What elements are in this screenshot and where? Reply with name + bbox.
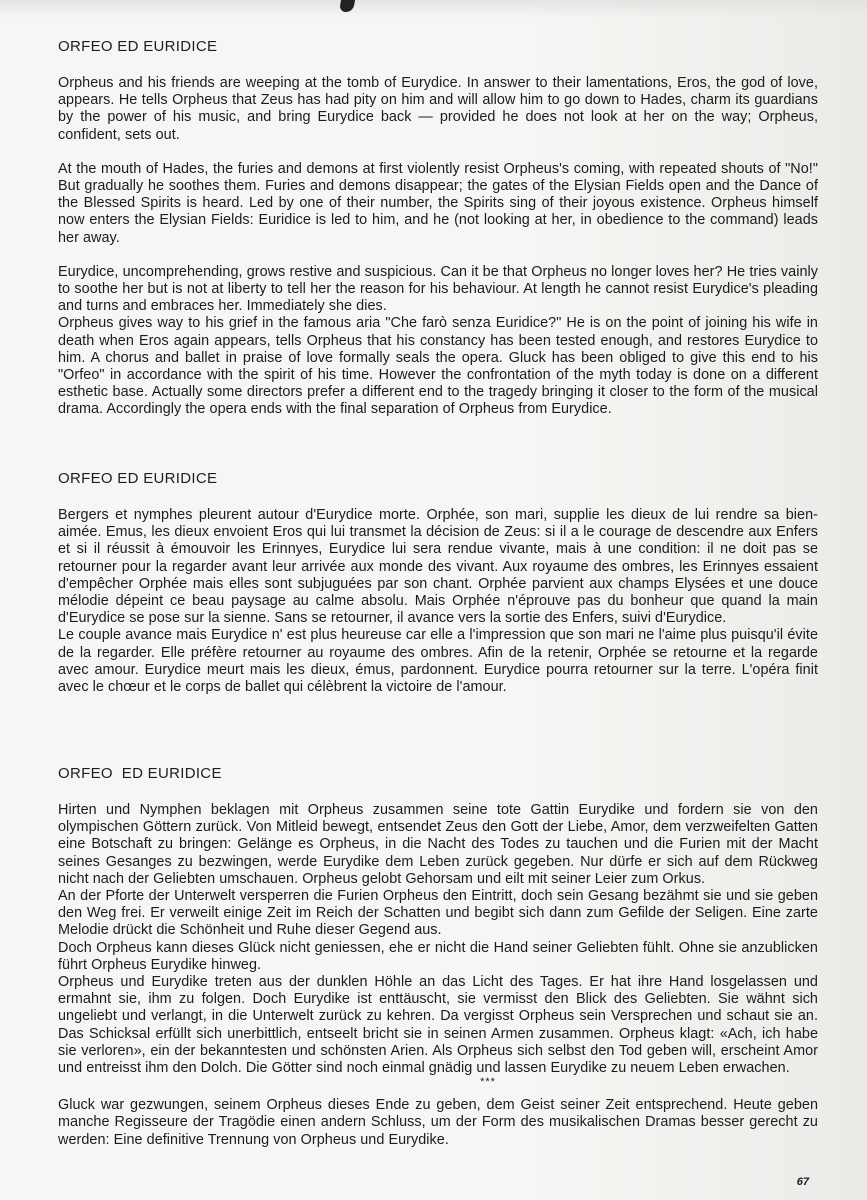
- paragraph: Bergers et nymphes pleurent autour d'Eurydice morte. Orphée, son mari, supplie les dieux de lui rendre sa bien-aimée. Emus, les dieux envoient Eros qui lui transmet la décision de Zeus: si il a le courage de descendre aux Enfers et si il réussit à émouvoir les Erinnyes, Eurydice lui sera rendue vivante, mais à une condition: il ne doit pas se retourner pour la regarder avant leur arrivée aux monde des vivant. Aux royaume des ombres, les Erinnyes essaient d'empêcher Orphée mais elles sont subjuguées par son chant. Orphée parvient aux champs Elysées et une douce mélodie dépeint ce beau paysage au calme absolu. Mais Orphée n'éprouve pas du bonheur que quand la main d'Eurydice se pose sur la sienne. Sans se retourner, il avance vers la sortie des Enfers, suivi d'Eurydice.: [58, 507, 818, 627]
- section-separator: ***: [480, 1076, 496, 1089]
- paragraph: Orpheus gives way to his grief in the famous aria "Che farò senza Euridice?" He is on the point of joining his wife in death when Eros again appears, tells Orpheus that his constancy has been tested enough, and restores Eurydice to him. A chorus and ballet in praise of love formally seals the opera. Gluck has been obliged to give this end to his "Orfeo" in accordance with the spirit of his time. However the confrontation of the myth today is done on a different esthetic base. Actually some directors prefer a different end to the tragedy bringing it closer to the form of the musical drama. Accordingly the opera ends with the final separation of Orpheus from Eurydice.: [58, 315, 818, 418]
- paragraph: Le couple avance mais Eurydice n' est plus heureuse car elle a l'impression que son mari ne l'aime plus puisqu'il évite de la regarder. Elle préfère retourner au royaume des ombres. Afin de la retenir, Orphée se retourne et la regarde avec amour. Eurydice meurt mais les dieux, émus, pardonnent. Eurydice pourra retourner sur la terre. L'opéra finit avec le chœur et le corps de ballet qui célèbrent la victoire de l'amour.: [58, 627, 818, 696]
- paragraph: At the mouth of Hades, the furies and demons at first violently resist Orpheus's coming, with repeated shouts of "No!" But gradually he soothes them. Furies and demons disappear; the gates of the Elysian Fields open and the Dance of the Blessed Spirits is heard. Led by one of their number, the Spirits sing of their joyous existence. Orpheus himself now enters the Elysian Fields: Euridice is led to him, and he (not looking at her, in obedience to the command) leads her away.: [58, 160, 818, 246]
- section-title: ORFEO ED EURIDICE: [58, 470, 218, 487]
- paragraph: Orpheus und Eurydike treten aus der dunklen Höhle an das Licht des Tages. Er hat ihre Hand losgelassen und ermahnt sie, ihm zu folgen. Doch Eurydike ist enttäuscht, sie vermisst den Blick des Geliebten. Sie wähnt sich ungeliebt und verlangt, in die Unterwelt zurück zu kehren. Da vergisst Orpheus sein Versprechen und schaut sie an. Das Schicksal erfüllt sich unerbittlich, entseelt bricht sie in seinen Armen zusammen. Orpheus klagt: «Ach, ich habe sie verloren», ein der bekanntesten und schönsten Arien. Als Orpheus sich selbst den Tod geben will, erscheint Amor und entreisst ihm den Dolch. Die Götter sind noch einmal gnädig und lassen Eurydike zu neuem Leben erwachen.: [58, 974, 818, 1077]
- paragraph: Eurydice, uncomprehending, grows restive and suspicious. Can it be that Orpheus no longer loves her? He tries vainly to soothe her but is not at liberty to tell her the reason for his behaviour. At length he cannot resist Eurydice's pleading and turns and embraces her. Immediately she dies.: [58, 263, 818, 315]
- paragraph: Doch Orpheus kann dieses Glück nicht geniessen, ehe er nicht die Hand seiner Geliebten fühlt. Ohne sie anzublicken führt Orpheus Eurydike hinweg.: [58, 939, 818, 973]
- paragraph: Hirten und Nymphen beklagen mit Orpheus zusammen seine tote Gattin Eurydike und fordern sie von den olympischen Göttern zurück. Von Mitleid bewegt, entsendet Zeus den Gott der Liebe, Amor, dem verzweifelten Gatten eine Botschaft zu bringen: Gelänge es Orpheus, in die Nacht des Todes zu tauchen und die Furien mit der Macht seines Gesanges zu bezwingen, werde Eurydike dem Leben zurück gegeben. Nur dürfe er sich auf dem Rückweg nicht nach der Geliebten umschauen. Orpheus gelobt Gehorsam und eilt mit seiner Leier zum Orkus.: [58, 802, 818, 887]
- paragraph: Orpheus and his friends are weeping at the tomb of Eurydice. In answer to their lamentations, Eros, the god of love, appears. He tells Orpheus that Zeus has had pity on him and will allow him to go down to Hades, charm its guardians by the power of his music, and bring Eurydice back — provided he does not look at her on the way; Orpheus, confident, sets out.: [58, 75, 818, 143]
- section-title: ORFEO ED EURIDICE: [58, 765, 222, 782]
- section-german: [58, 765, 818, 1149]
- section-french: [58, 470, 818, 696]
- paragraph: An der Pforte der Unterwelt versperren die Furien Orpheus den Eintritt, doch sein Gesang bezähmt sie und sie geben den Weg frei. Er verweilt einige Zeit im Reich der Schatten und begibt sich dann zum Gefilde der Seligen. Eine zarte Melodie drückt die Schönheit und Ruhe dieser Gegend aus.: [58, 888, 818, 939]
- section-english: [58, 38, 818, 419]
- section-title: ORFEO ED EURIDICE: [58, 38, 218, 55]
- binding-mark: [339, 0, 355, 12]
- paragraph-closing: Gluck war gezwungen, seinem Orpheus dieses Ende zu geben, dem Geist seiner Zeit entsprechend. Heute geben manche Regisseure der Tragödie einen andern Schluss, um der Form des musikalischen Dramas besser gerecht zu werden: Eine definitive Trennung von Orpheus und Eurydike.: [58, 1097, 818, 1148]
- page-number: 67: [796, 1176, 809, 1188]
